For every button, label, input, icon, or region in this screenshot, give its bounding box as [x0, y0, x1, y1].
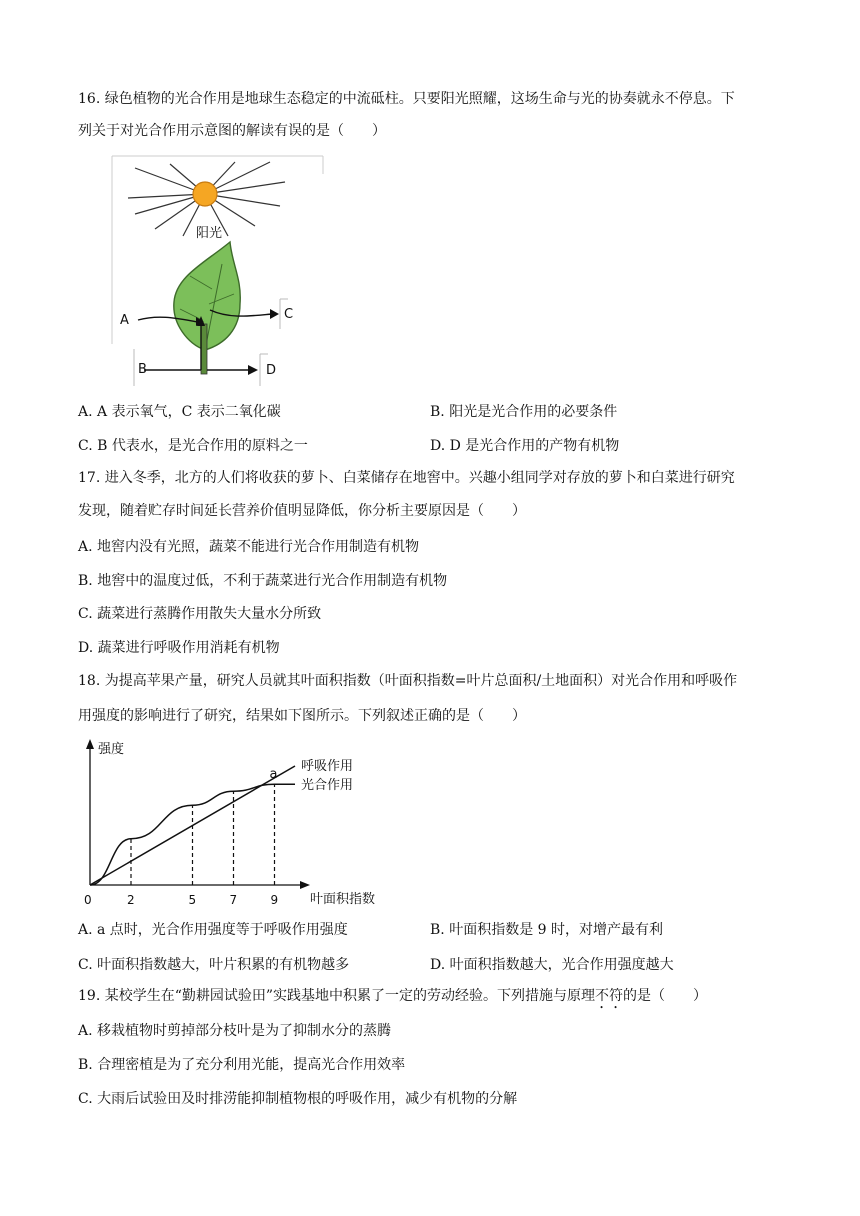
q16-option-a: A. A 表示氧气，C 表示二氧化碳	[78, 404, 281, 420]
q19-stem-post: 的是（ ）	[623, 988, 708, 1004]
q17-option-d: D. 蔬菜进行呼吸作用消耗有机物	[78, 640, 280, 656]
sun-icon	[193, 182, 217, 206]
label-a: A	[120, 313, 129, 328]
q19-stem-pre: 19. 某校学生在“勤耕园试验田”实践基地中积累了一定的劳动经验。下列措施与原理	[78, 988, 596, 1004]
q18-option-a: A. a 点时，光合作用强度等于呼吸作用强度	[78, 922, 348, 938]
q18-option-c: C. 叶面积指数越大，叶片积累的有机物越多	[78, 957, 350, 973]
q17-stem-line2: 发现，随着贮存时间延长营养价值明显降低，你分析主要原因是（ ）	[78, 503, 526, 519]
label-c: C	[284, 307, 294, 322]
label-d: D	[266, 363, 277, 378]
point-a-label: a	[269, 767, 278, 783]
q16-option-c: C. B 代表水，是光合作用的原料之一	[78, 438, 308, 454]
x-tick-label-5: 5	[188, 893, 197, 907]
q19-stem	[78, 986, 707, 1012]
y-axis-arrow	[86, 739, 94, 749]
x-tick-label-7: 7	[229, 893, 238, 907]
label-b: B	[138, 362, 147, 377]
photosynthesis-diagram	[110, 154, 325, 389]
q17-option-a: A. 地窖内没有光照，蔬菜不能进行光合作用制造有机物	[78, 539, 420, 555]
x-axis-label: 叶面积指数	[310, 892, 376, 907]
origin-label: 0	[84, 893, 92, 907]
q17-stem-line1: 17. 进入冬季，北方的人们将收获的萝卜、白菜储存在地窖中。兴趣小组同学对存放的萝卜和白菜进行研究	[78, 470, 735, 486]
series-label-respiration: 呼吸作用	[301, 759, 354, 774]
y-axis-label: 强度	[98, 742, 125, 757]
q18-stem-line2: 用强度的影响进行了研究，结果如下图所示。下列叙述正确的是（ ）	[78, 708, 526, 724]
sun-label: 阳光	[196, 226, 223, 241]
q18-option-b: B. 叶面积指数是 9 时，对增产最有利	[430, 922, 663, 938]
q19-stem-emphasis: 不符	[595, 988, 624, 1004]
leaf-area-index-chart	[78, 735, 398, 915]
x-tick-label-9: 9	[270, 893, 279, 907]
q16-option-d: D. D 是光合作用的产物有机物	[430, 438, 620, 454]
q16-stem-line2: 列关于对光合作用示意图的解读有误的是（ ）	[78, 123, 386, 139]
x-axis-arrow	[300, 881, 310, 889]
q17-option-b: B. 地窖中的温度过低，不利于蔬菜进行光合作用制造有机物	[78, 573, 448, 589]
x-tick-label-2: 2	[127, 893, 135, 907]
q16-stem-line1: 16. 绿色植物的光合作用是地球生态稳定的中流砥柱。只要阳光照耀，这场生命与光的协奏就永不停息。下	[78, 91, 735, 107]
q17-option-c: C. 蔬菜进行蒸腾作用散失大量水分所致	[78, 606, 322, 622]
q19-option-a: A. 移栽植物时剪掉部分枝叶是为了抑制水分的蒸腾	[78, 1023, 392, 1039]
q18-stem-line1: 18. 为提高苹果产量，研究人员就其叶面积指数（叶面积指数=叶片总面积/土地面积）对光合作用和呼吸作	[78, 673, 738, 689]
q19-option-c: C. 大雨后试验田及时排涝能抑制植物根的呼吸作用，减少有机物的分解	[78, 1091, 518, 1107]
q18-option-d: D. 叶面积指数越大，光合作用强度越大	[430, 957, 674, 973]
series-label-photosynthesis: 光合作用	[301, 778, 354, 794]
q19-option-b: B. 合理密植是为了充分利用光能，提高光合作用效率	[78, 1057, 406, 1073]
q16-option-b: B. 阳光是光合作用的必要条件	[430, 404, 618, 420]
